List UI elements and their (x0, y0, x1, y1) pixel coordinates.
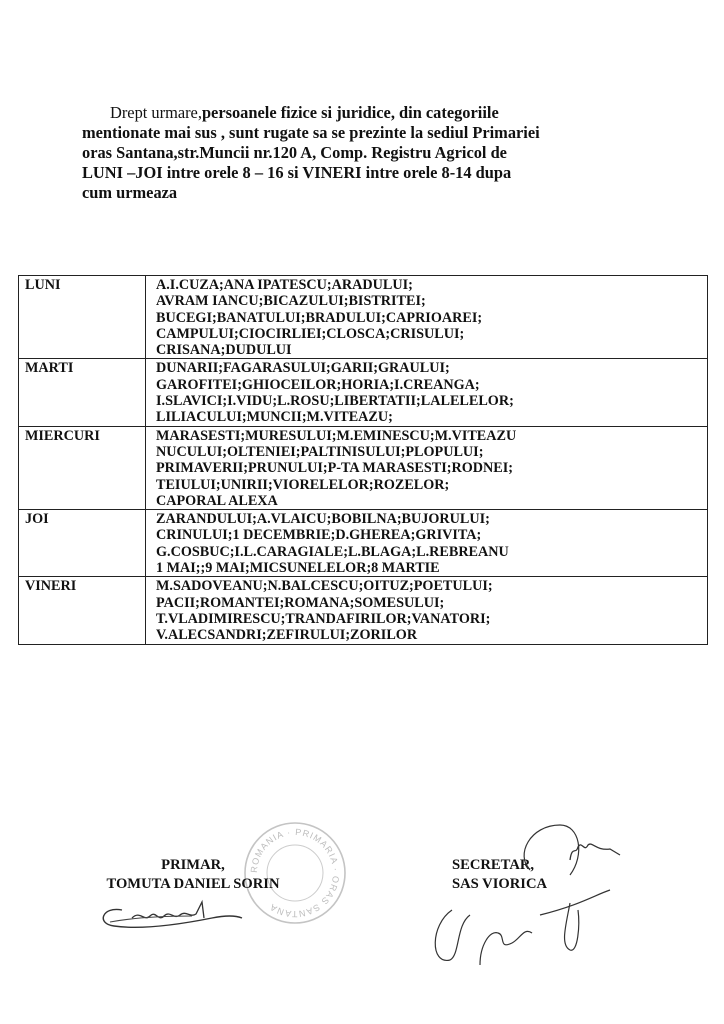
street-line: V.ALECSANDRI;ZEFIRULUI;ZORILOR (156, 627, 418, 644)
street-line: NUCULUI;OLTENIEI;PALTINISULUI;PLOPULUI; (156, 443, 484, 460)
day-cell: MIERCURI (19, 426, 146, 509)
street-line: GAROFITEI;GHIOCEILOR;HORIA;I.CREANGA; (156, 376, 480, 393)
street-line: MARASESTI;MURESULUI;M.EMINESCU;M.VITEAZU (156, 427, 517, 444)
intro-paragraph (82, 103, 642, 203)
intro-line: persoanele fizice si juridice, din categoriile (201, 103, 499, 122)
secretary-name: SAS VIORICA (452, 876, 548, 892)
schedule-table (18, 275, 708, 645)
streets-cell (146, 359, 708, 426)
street-line: I.SLAVICI;I.VIDU;L.ROSU;LIBERTATII;LALELELOR; (156, 393, 514, 410)
intro-lead: Drept urmare, (110, 103, 202, 122)
intro-line: oras Santana,str.Muncii nr.120 A, Comp. Registru Agricol de (82, 143, 507, 162)
streets-cell (146, 276, 708, 359)
street-line: CAPORAL ALEXA (156, 492, 278, 509)
day-cell: LUNI (19, 276, 146, 359)
streets-cell (146, 426, 708, 509)
table-row (19, 359, 708, 426)
secretary-handwritten-signature-icon (420, 815, 660, 985)
street-line: G.COSBUC;I.L.CARAGIALE;L.BLAGA;L.REBREANU (156, 543, 509, 560)
street-line: CRINULUI;1 DECEMBRIE;D.GHEREA;GRIVITA; (156, 527, 482, 544)
street-line: A.I.CUZA;ANA IPATESCU;ARADULUI; (156, 277, 413, 293)
street-line: PACII;ROMANTEI;ROMANA;SOMESULUI; (156, 594, 445, 611)
table-row (19, 577, 708, 644)
stamp-text: ROMANIA · PRIMARIA · ORAS SANTANA (248, 826, 342, 920)
mayor-name: TOMUTA DANIEL SORIN (106, 876, 280, 892)
street-line: M.SADOVEANU;N.BALCESCU;OITUZ;POETULUI; (156, 578, 493, 595)
mayor-title: PRIMAR, (161, 857, 225, 873)
street-line: ZARANDULUI;A.VLAICU;BOBILNA;BUJORULUI; (156, 511, 490, 528)
street-line: LILIACULUI;MUNCII;M.VITEAZU; (156, 409, 393, 426)
day-cell: JOI (19, 510, 146, 577)
streets-cell (146, 510, 708, 577)
street-line: 1 MAI;;9 MAI;MICSUNELELOR;8 MARTIE (156, 560, 440, 577)
day-cell: VINERI (19, 577, 146, 644)
street-line: CAMPULUI;CIOCIRLIEI;CLOSCA;CRISULUI; (156, 325, 465, 342)
street-line: AVRAM IANCU;BICAZULUI;BISTRITEI; (156, 293, 426, 310)
mayor-handwritten-signature-icon (92, 888, 252, 938)
table-row (19, 510, 708, 577)
table-row (19, 426, 708, 509)
street-line: PRIMAVERII;PRUNULUI;P-TA MARASESTI;RODNEI; (156, 460, 513, 477)
day-cell: MARTI (19, 359, 146, 426)
secretary-title: SECRETAR, (452, 857, 535, 873)
street-line: DUNARII;FAGARASULUI;GARII;GRAULUI; (156, 360, 450, 377)
streets-cell (146, 577, 708, 644)
intro-line: mentionate mai sus , sunt rugate sa se prezinte la sediul Primariei (82, 123, 540, 142)
intro-line: cum urmeaza (82, 183, 178, 202)
street-line: BUCEGI;BANATULUI;BRADULUI;CAPRIOAREI; (156, 309, 483, 326)
street-line: T.VLADIMIRESCU;TRANDAFIRILOR;VANATORI; (156, 610, 491, 627)
street-line: TEIULUI;UNIRII;VIORELELOR;ROZELOR; (156, 476, 450, 493)
table-row (19, 276, 708, 359)
intro-line: LUNI –JOI intre orele 8 – 16 si VINERI intre orele 8-14 dupa (82, 163, 512, 182)
street-line: CRISANA;DUDULUI (156, 342, 292, 359)
